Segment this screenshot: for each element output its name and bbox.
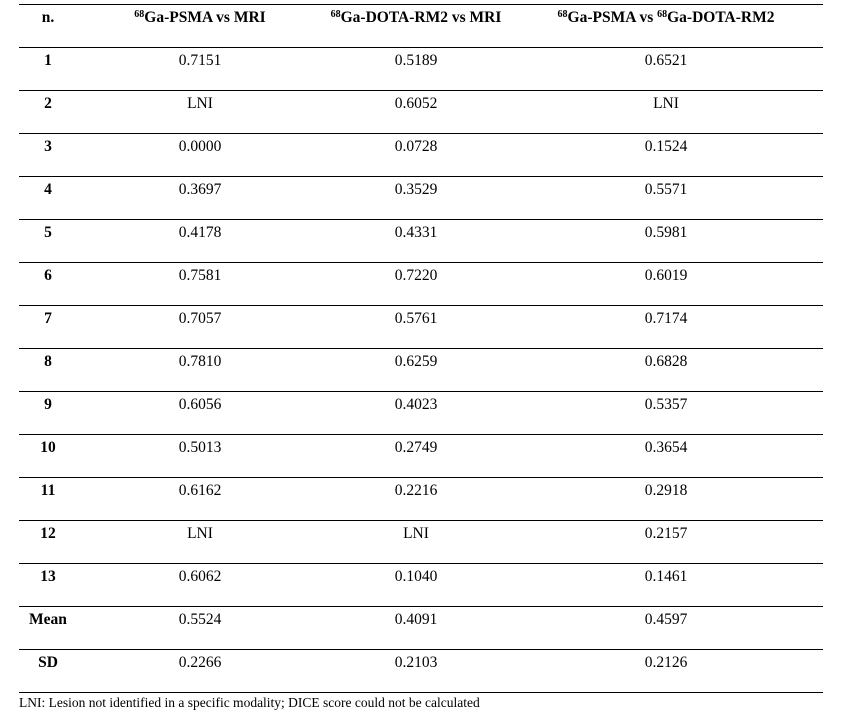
header-psma-vs-dota-label-2: Ga-DOTA-RM2	[667, 9, 775, 26]
cell-dota-vs-mri: 0.5761	[323, 306, 509, 349]
cell-psma-vs-dota: 0.1461	[509, 564, 823, 607]
cell-case-number: 9	[19, 392, 77, 435]
cell-psma-vs-mri: 0.5524	[77, 607, 323, 650]
cell-case-number: 8	[19, 349, 77, 392]
table-row	[19, 48, 823, 91]
cell-case-number: 7	[19, 306, 77, 349]
table-row	[19, 306, 823, 349]
cell-psma-vs-mri: 0.7057	[77, 306, 323, 349]
cell-dota-vs-mri: 0.4023	[323, 392, 509, 435]
header-psma-vs-mri	[77, 5, 323, 48]
header-psma-vs-dota	[509, 5, 823, 48]
dice-table-container	[19, 4, 823, 693]
header-dota-vs-mri-isotope: 68	[330, 9, 341, 20]
table-row	[19, 435, 823, 478]
cell-dota-vs-mri: 0.2216	[323, 478, 509, 521]
cell-case-number: 10	[19, 435, 77, 478]
cell-dota-vs-mri: LNI	[323, 521, 509, 564]
cell-psma-vs-dota: 0.2918	[509, 478, 823, 521]
cell-dota-vs-mri: 0.7220	[323, 263, 509, 306]
table-row	[19, 263, 823, 306]
header-row	[19, 5, 823, 48]
cell-case-number: 3	[19, 134, 77, 177]
header-psma-vs-mri-label: Ga-PSMA vs MRI	[144, 9, 266, 26]
table-row	[19, 521, 823, 564]
cell-dota-vs-mri: 0.6259	[323, 349, 509, 392]
table-row	[19, 220, 823, 263]
header-dota-vs-mri	[323, 5, 509, 48]
header-psma-vs-dota-isotope-2: 68	[657, 9, 668, 20]
cell-case-number: 2	[19, 91, 77, 134]
header-dota-vs-mri-label: Ga-DOTA-RM2 vs MRI	[340, 9, 502, 26]
cell-dota-vs-mri: 0.2749	[323, 435, 509, 478]
cell-dota-vs-mri: 0.4331	[323, 220, 509, 263]
cell-psma-vs-dota: 0.2126	[509, 650, 823, 693]
cell-psma-vs-dota: 0.7174	[509, 306, 823, 349]
cell-psma-vs-mri: 0.4178	[77, 220, 323, 263]
cell-psma-vs-dota: 0.5981	[509, 220, 823, 263]
cell-case-number: SD	[19, 650, 77, 693]
cell-psma-vs-dota: 0.6019	[509, 263, 823, 306]
cell-psma-vs-mri: 0.7810	[77, 349, 323, 392]
cell-psma-vs-mri: 0.5013	[77, 435, 323, 478]
table-header	[19, 5, 823, 48]
cell-psma-vs-dota: 0.2157	[509, 521, 823, 564]
cell-psma-vs-mri: 0.7581	[77, 263, 323, 306]
cell-dota-vs-mri: 0.3529	[323, 177, 509, 220]
table-row	[19, 607, 823, 650]
dice-score-table	[19, 4, 823, 693]
cell-psma-vs-dota: LNI	[509, 91, 823, 134]
cell-dota-vs-mri: 0.1040	[323, 564, 509, 607]
cell-psma-vs-dota: 0.4597	[509, 607, 823, 650]
table-row	[19, 349, 823, 392]
table-body	[19, 48, 823, 693]
cell-psma-vs-dota: 0.1524	[509, 134, 823, 177]
table-footnote: LNI: Lesion not identified in a specific modality; DICE score could not be calculated	[19, 695, 480, 710]
cell-psma-vs-mri: 0.6162	[77, 478, 323, 521]
cell-psma-vs-dota: 0.6521	[509, 48, 823, 91]
table-row	[19, 392, 823, 435]
cell-dota-vs-mri: 0.5189	[323, 48, 509, 91]
cell-psma-vs-mri: 0.7151	[77, 48, 323, 91]
cell-psma-vs-mri: 0.6056	[77, 392, 323, 435]
cell-psma-vs-dota: 0.3654	[509, 435, 823, 478]
header-psma-vs-dota-label: Ga-PSMA vs	[567, 9, 658, 26]
table-row	[19, 91, 823, 134]
cell-psma-vs-dota: 0.5571	[509, 177, 823, 220]
table-row	[19, 478, 823, 521]
cell-psma-vs-mri: 0.2266	[77, 650, 323, 693]
cell-dota-vs-mri: 0.4091	[323, 607, 509, 650]
header-psma-vs-mri-isotope: 68	[134, 9, 145, 20]
cell-psma-vs-dota: 0.6828	[509, 349, 823, 392]
cell-psma-vs-mri: 0.6062	[77, 564, 323, 607]
cell-case-number: 5	[19, 220, 77, 263]
cell-case-number: Mean	[19, 607, 77, 650]
cell-psma-vs-mri: 0.3697	[77, 177, 323, 220]
header-case-number-label: n.	[41, 9, 55, 26]
cell-psma-vs-mri: LNI	[77, 91, 323, 134]
cell-dota-vs-mri: 0.6052	[323, 91, 509, 134]
cell-case-number: 1	[19, 48, 77, 91]
table-row	[19, 134, 823, 177]
table-row	[19, 650, 823, 693]
table-row	[19, 564, 823, 607]
header-case-number	[19, 5, 77, 48]
cell-psma-vs-mri: LNI	[77, 521, 323, 564]
cell-case-number: 4	[19, 177, 77, 220]
cell-case-number: 6	[19, 263, 77, 306]
cell-psma-vs-mri: 0.0000	[77, 134, 323, 177]
cell-case-number: 13	[19, 564, 77, 607]
cell-psma-vs-dota: 0.5357	[509, 392, 823, 435]
cell-case-number: 11	[19, 478, 77, 521]
cell-dota-vs-mri: 0.2103	[323, 650, 509, 693]
cell-case-number: 12	[19, 521, 77, 564]
header-psma-vs-dota-isotope: 68	[557, 9, 568, 20]
table-row	[19, 177, 823, 220]
cell-dota-vs-mri: 0.0728	[323, 134, 509, 177]
